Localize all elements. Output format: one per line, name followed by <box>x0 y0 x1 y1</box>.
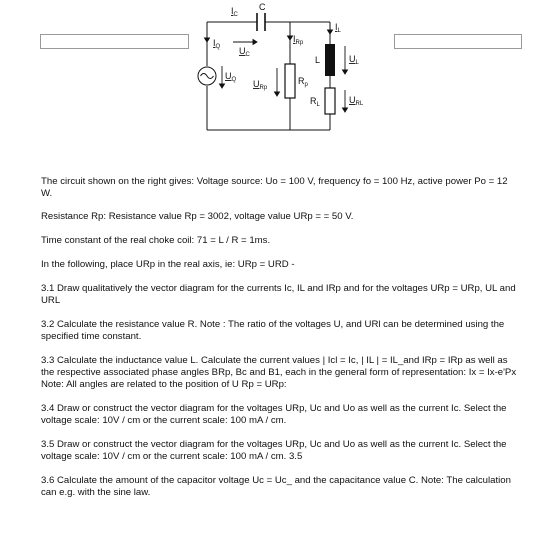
paragraph-resistance: Resistance Rp: Resistance value Rp = 3002, voltage value URp = = 50 V. <box>41 211 354 222</box>
paragraph-task-3-3: 3.3 Calculate the inductance value L. Calculate the current values | Icl = Ic, | IL | = IL_and IRp = IRp as well as the respective associated phase angles BRp, Bc and B1, each in the general form of representation: Ix = Ix-e'Px Note: All angles are related to the position of U Rp = URp: <box>41 355 517 390</box>
label-url: U <box>349 95 356 105</box>
label-uc: U <box>239 46 246 56</box>
svg-text:IRp: $I_{Rp}$ <box>293 34 304 46</box>
paragraph-task-3-1: 3.1 Draw qualitatively the vector diagram for the currents Ic, IL and IRp and for the voltages URp = URp, UL and URL <box>41 283 516 306</box>
label-irp: I <box>293 34 296 44</box>
label-urp: U <box>253 79 260 89</box>
svg-text:RL: $R_L$ <box>310 96 320 108</box>
paragraph-task-3-2: 3.2 Calculate the resistance value R. Note : The ratio of the voltages U, and URl can be determined using the specified time constant. <box>41 319 505 342</box>
resistor-rl-icon <box>325 88 335 114</box>
paragraph-task-3-6: 3.6 Calculate the amount of the capacitor voltage Uc = Uc_ and the capacitance value C. Note: The calculation can e.g. with the sine law. <box>41 475 511 498</box>
svg-text:URp: $U_{Rp}$ <box>253 79 268 91</box>
label-c: C <box>259 2 266 12</box>
svg-text:UC: $U_C$ <box>239 46 250 58</box>
label-l: L <box>315 55 321 65</box>
label-iq: I <box>213 38 216 48</box>
answer-field-left[interactable] <box>40 34 189 49</box>
label-ic: I <box>231 6 234 16</box>
paragraph-real-axis: In the following, place URp in the real axis, ie: URp = URD - <box>41 259 295 270</box>
paragraph-time-constant: Time constant of the real choke coil: 71 = L / R = 1ms. <box>41 235 271 246</box>
label-uq: U <box>225 71 232 81</box>
answer-field-right[interactable] <box>394 34 522 49</box>
svg-text:UQ: $U_Q$ <box>225 71 237 83</box>
paragraph-task-3-4: 3.4 Draw or construct the vector diagram for the voltages URp, Uc and Uo as well as the current Ic. Select the voltage scale: 10V / cm or the current scale: 100 mA / cm. <box>41 403 507 426</box>
svg-text:IQ: $I_Q$ <box>213 38 221 50</box>
svg-text:IC: $I_C$ <box>231 6 238 18</box>
label-rl: R <box>310 96 317 106</box>
label-rp: R <box>298 76 305 86</box>
paragraph-intro: The circuit shown on the right gives: Voltage source: Uo = 100 V, frequency fo = 100 Hz, active power Po = 12 W. <box>41 176 508 199</box>
paragraph-task-3-5: 3.5 Draw or construct the vector diagram for the voltages URp, Uc and Uo as well as the current Ic. Select the voltage scale: 10V / cm or the current scale: 100 mA / cm. 3.5 <box>41 439 507 462</box>
resistor-rp-icon <box>285 64 295 98</box>
label-ul: U <box>349 54 356 64</box>
svg-text:IL: $I_L$ <box>335 22 341 34</box>
circuit-diagram <box>195 0 385 160</box>
svg-text:UL: $U_L$ <box>349 54 359 66</box>
svg-text:Rp: $R_p$ <box>298 76 308 88</box>
label-il: I <box>335 22 338 32</box>
svg-text:URL: $U_{RL}$ <box>349 95 364 107</box>
inductor-l-icon <box>325 44 335 76</box>
